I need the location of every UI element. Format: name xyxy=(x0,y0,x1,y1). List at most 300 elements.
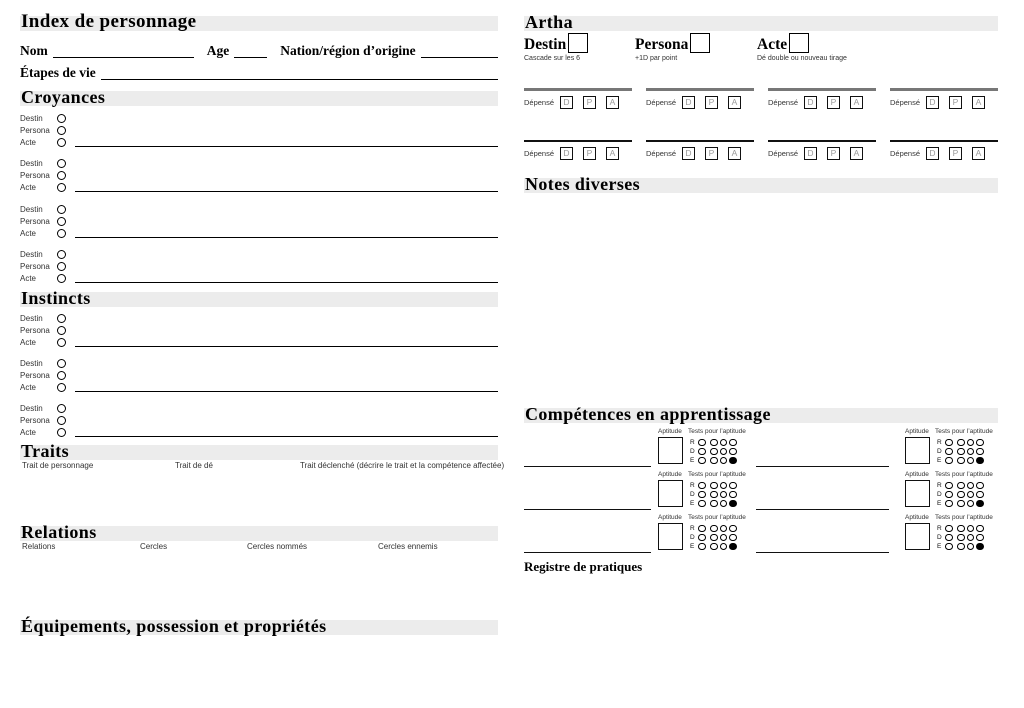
test-row-e xyxy=(937,542,984,551)
croyance-persona-label: Persona xyxy=(20,216,50,226)
croyance-persona-checkbox[interactable] xyxy=(57,126,66,135)
test-row-d xyxy=(937,533,984,542)
test-letter: R xyxy=(937,525,942,532)
test-letter: D xyxy=(690,534,695,541)
croyance-text-line[interactable] xyxy=(75,137,498,147)
learning-skill-name-line[interactable] xyxy=(756,552,889,553)
equipements-title: Équipements, possession et propriétés xyxy=(21,616,327,636)
age-input-line[interactable] xyxy=(234,45,267,58)
test-circle[interactable] xyxy=(720,534,728,542)
test-circle[interactable] xyxy=(710,457,718,465)
instinct-text-line[interactable] xyxy=(75,427,498,437)
learning-skill-name-line[interactable] xyxy=(756,509,889,510)
croyance-text-line[interactable] xyxy=(75,273,498,283)
croyance-destin-checkbox[interactable] xyxy=(57,159,66,168)
croyance-destin-label: Destin xyxy=(20,113,43,123)
test-circle[interactable] xyxy=(967,525,975,533)
instinct-destin-checkbox[interactable] xyxy=(57,314,66,323)
test-row-e xyxy=(937,499,984,508)
test-circle[interactable] xyxy=(710,448,718,456)
aptitude-label: Aptitude xyxy=(905,428,929,435)
instinct-row xyxy=(20,312,498,324)
test-circle[interactable] xyxy=(698,448,706,456)
croyance-acte-label: Acte xyxy=(20,273,37,283)
croyances-band xyxy=(20,87,498,107)
test-circle[interactable] xyxy=(698,457,706,465)
artha-destin-count-box[interactable] xyxy=(568,33,588,53)
artha-depense-unit xyxy=(768,140,876,160)
page-title-band xyxy=(20,11,498,32)
test-row-e xyxy=(690,542,737,551)
croyance-persona-label: Persona xyxy=(20,170,50,180)
artha-persona-count-box[interactable] xyxy=(690,33,710,53)
relations-title: Relations xyxy=(21,522,97,542)
croyance-destin-checkbox[interactable] xyxy=(57,205,66,214)
relations-band xyxy=(20,522,498,542)
tests-aptitude-label: Tests pour l’aptitude xyxy=(688,514,746,521)
test-circle[interactable] xyxy=(945,525,953,533)
artha-point-destin xyxy=(524,33,588,62)
tests-grid xyxy=(937,524,984,551)
instinct-text-line[interactable] xyxy=(75,382,498,392)
test-letter: D xyxy=(690,491,695,498)
nom-label: Nom xyxy=(20,43,48,58)
depense-p-checkbox[interactable]: P xyxy=(705,96,718,109)
depense-label: Dépensé xyxy=(524,98,555,107)
tests-aptitude-label: Tests pour l’aptitude xyxy=(688,471,746,478)
instinct-acte-checkbox[interactable] xyxy=(57,338,66,347)
croyance-row xyxy=(20,157,498,169)
notes-title: Notes diverses xyxy=(525,174,641,194)
depense-d-checkbox[interactable]: D xyxy=(560,96,573,109)
tests-grid xyxy=(937,438,984,465)
test-circle[interactable] xyxy=(710,500,718,508)
depense-a-checkbox[interactable]: A xyxy=(606,96,619,109)
instinct-acte-label: Acte xyxy=(20,382,37,392)
croyance-row xyxy=(20,248,498,260)
croyance-acte-label: Acte xyxy=(20,182,37,192)
croyance-destin-checkbox[interactable] xyxy=(57,250,66,259)
test-row-e xyxy=(937,456,984,465)
identity-row xyxy=(20,41,498,58)
aptitude-box[interactable] xyxy=(658,437,683,464)
depense-d-checkbox[interactable]: D xyxy=(926,96,939,109)
test-circle[interactable] xyxy=(729,525,737,533)
aptitude-label: Aptitude xyxy=(905,514,929,521)
test-circle[interactable] xyxy=(698,543,706,551)
depense-divider xyxy=(646,88,754,91)
test-circle[interactable] xyxy=(967,534,975,542)
croyance-acte-label: Acte xyxy=(20,137,37,147)
depense-p-checkbox[interactable]: P xyxy=(827,96,840,109)
depense-d-checkbox[interactable]: D xyxy=(682,147,695,160)
croyance-block xyxy=(20,203,498,240)
depense-label: Dépensé xyxy=(768,149,799,158)
aptitude-box[interactable] xyxy=(658,480,683,507)
learning-skill-slot xyxy=(524,514,754,554)
tests-grid xyxy=(690,438,737,465)
test-circle[interactable] xyxy=(698,491,706,499)
depense-p-checkbox[interactable]: P xyxy=(827,147,840,160)
depense-d-checkbox[interactable]: D xyxy=(682,96,695,109)
test-circle[interactable] xyxy=(976,482,984,490)
test-row-e xyxy=(690,499,737,508)
instinct-row xyxy=(20,381,498,393)
test-circle[interactable] xyxy=(720,457,728,465)
learning-skill-slot xyxy=(756,514,993,554)
test-circle[interactable] xyxy=(957,482,965,490)
depense-d-checkbox[interactable]: D xyxy=(804,96,817,109)
instinct-block xyxy=(20,357,498,394)
instinct-acte-label: Acte xyxy=(20,427,37,437)
test-circle[interactable] xyxy=(698,525,706,533)
traits-column-label: Trait déclenché (décrire le trait et la compétence affectée) xyxy=(300,461,505,470)
nation-label: Nation/région d’origine xyxy=(280,43,416,58)
instinct-text-line[interactable] xyxy=(75,337,498,347)
test-circle[interactable] xyxy=(957,457,965,465)
test-circle[interactable] xyxy=(720,525,728,533)
apprentissage-title: Compétences en apprentissage xyxy=(525,404,771,424)
croyance-destin-label: Destin xyxy=(20,204,43,214)
croyance-row xyxy=(20,124,498,136)
test-row-d xyxy=(690,533,737,542)
test-row-r xyxy=(690,524,737,533)
depense-p-checkbox[interactable]: P xyxy=(949,96,962,109)
test-circle[interactable] xyxy=(720,543,728,551)
test-circle-filled[interactable] xyxy=(729,500,737,508)
croyance-row xyxy=(20,203,498,215)
croyance-row xyxy=(20,215,498,227)
croyance-acte-checkbox[interactable] xyxy=(57,229,66,238)
croyance-acte-label: Acte xyxy=(20,228,37,238)
test-row-d xyxy=(937,447,984,456)
test-circle[interactable] xyxy=(698,482,706,490)
croyance-acte-checkbox[interactable] xyxy=(57,183,66,192)
croyance-row xyxy=(20,227,498,239)
nom-input-line[interactable] xyxy=(53,45,194,58)
learning-skill-name-line[interactable] xyxy=(756,466,889,467)
test-row-d xyxy=(937,490,984,499)
instinct-block xyxy=(20,312,498,349)
test-circle[interactable] xyxy=(945,457,953,465)
test-letter: R xyxy=(937,439,942,446)
instinct-row xyxy=(20,369,498,381)
instinct-row xyxy=(20,414,498,426)
tests-grid xyxy=(690,481,737,508)
test-circle[interactable] xyxy=(720,482,728,490)
test-letter: E xyxy=(690,500,695,507)
instinct-row xyxy=(20,426,498,438)
aptitude-label: Aptitude xyxy=(905,471,929,478)
test-circle[interactable] xyxy=(710,525,718,533)
depense-d-checkbox[interactable]: D xyxy=(804,147,817,160)
learning-skill-name-line[interactable] xyxy=(524,552,651,553)
etapes-input-line[interactable] xyxy=(101,67,498,80)
instinct-acte-label: Acte xyxy=(20,337,37,347)
depense-label: Dépensé xyxy=(890,98,921,107)
learning-skill-slot xyxy=(524,428,754,468)
croyance-acte-checkbox[interactable] xyxy=(57,138,66,147)
artha-destin-label: Destin xyxy=(524,36,567,53)
test-circle[interactable] xyxy=(976,439,984,447)
test-letter: R xyxy=(690,525,695,532)
test-circle[interactable] xyxy=(710,534,718,542)
right-column xyxy=(524,0,998,708)
test-letter: R xyxy=(690,482,695,489)
test-circle[interactable] xyxy=(967,457,975,465)
test-circle[interactable] xyxy=(976,534,984,542)
relations-column-label: Cercles xyxy=(140,542,168,551)
test-letter: E xyxy=(937,543,942,550)
test-circle[interactable] xyxy=(710,491,718,499)
aptitude-box[interactable] xyxy=(658,523,683,550)
aptitude-box[interactable] xyxy=(905,480,930,507)
test-letter: R xyxy=(937,482,942,489)
artha-persona-label: Persona xyxy=(635,36,689,53)
artha-acte-label: Acte xyxy=(757,36,788,53)
test-circle[interactable] xyxy=(945,491,953,499)
test-row-e xyxy=(690,456,737,465)
croyance-row xyxy=(20,112,498,124)
test-circle[interactable] xyxy=(729,534,737,542)
test-circle[interactable] xyxy=(945,534,953,542)
croyance-persona-checkbox[interactable] xyxy=(57,171,66,180)
instinct-persona-checkbox[interactable] xyxy=(57,326,66,335)
test-circle[interactable] xyxy=(720,448,728,456)
instinct-destin-checkbox[interactable] xyxy=(57,404,66,413)
croyance-row xyxy=(20,136,498,148)
croyance-block xyxy=(20,157,498,194)
test-circle-filled[interactable] xyxy=(729,543,737,551)
depense-a-checkbox[interactable]: A xyxy=(850,147,863,160)
artha-persona-note: +1D par point xyxy=(635,55,678,62)
test-row-r xyxy=(690,481,737,490)
learning-skill-name-line[interactable] xyxy=(524,509,651,510)
etapes-label: Étapes de vie xyxy=(20,65,96,80)
test-circle[interactable] xyxy=(957,534,965,542)
test-letter: D xyxy=(690,448,695,455)
test-circle[interactable] xyxy=(967,543,975,551)
test-circle[interactable] xyxy=(945,448,953,456)
learning-skill-name-line[interactable] xyxy=(524,466,651,467)
test-circle[interactable] xyxy=(976,491,984,499)
depense-a-checkbox[interactable]: A xyxy=(972,147,985,160)
instinct-row xyxy=(20,336,498,348)
croyance-destin-label: Destin xyxy=(20,249,43,259)
test-circle[interactable] xyxy=(729,491,737,499)
artha-depense-unit xyxy=(890,140,998,160)
test-circle-filled[interactable] xyxy=(976,457,984,465)
croyance-text-line[interactable] xyxy=(75,182,498,192)
test-circle[interactable] xyxy=(957,491,965,499)
aptitude-label: Aptitude xyxy=(658,514,682,521)
artha-acte-note: Dé double ou nouveau tirage xyxy=(757,55,847,62)
test-letter: D xyxy=(937,534,942,541)
left-column xyxy=(20,0,505,708)
test-circle[interactable] xyxy=(698,439,706,447)
test-row-d xyxy=(690,490,737,499)
instinct-destin-label: Destin xyxy=(20,403,43,413)
test-circle[interactable] xyxy=(698,500,706,508)
test-letter: R xyxy=(690,439,695,446)
test-circle[interactable] xyxy=(957,525,965,533)
depense-a-checkbox[interactable]: A xyxy=(606,147,619,160)
croyance-row xyxy=(20,181,498,193)
lifepaths-row xyxy=(20,63,498,80)
depense-p-checkbox[interactable]: P xyxy=(583,147,596,160)
test-circle[interactable] xyxy=(967,482,975,490)
depense-divider xyxy=(768,140,876,142)
instinct-row xyxy=(20,357,498,369)
depense-p-checkbox[interactable]: P xyxy=(583,96,596,109)
test-letter: E xyxy=(937,457,942,464)
depense-divider xyxy=(524,88,632,91)
test-circle[interactable] xyxy=(957,439,965,447)
croyance-acte-checkbox[interactable] xyxy=(57,274,66,283)
test-letter: D xyxy=(937,491,942,498)
instinct-persona-checkbox[interactable] xyxy=(57,416,66,425)
test-letter: E xyxy=(690,543,695,550)
instinct-block xyxy=(20,402,498,439)
test-circle[interactable] xyxy=(945,482,953,490)
test-circle[interactable] xyxy=(967,448,975,456)
instinct-acte-checkbox[interactable] xyxy=(57,383,66,392)
depense-a-checkbox[interactable]: A xyxy=(728,147,741,160)
test-circle[interactable] xyxy=(945,543,953,551)
registre-label: Registre de pratiques xyxy=(524,559,643,574)
depense-divider xyxy=(890,140,998,142)
artha-point-acte xyxy=(757,33,847,62)
test-row-r xyxy=(937,438,984,447)
notes-band xyxy=(524,174,998,194)
depense-d-checkbox[interactable]: D xyxy=(926,147,939,160)
artha-depense-unit xyxy=(646,88,754,109)
test-circle[interactable] xyxy=(729,448,737,456)
test-circle[interactable] xyxy=(976,448,984,456)
test-circle[interactable] xyxy=(976,525,984,533)
depense-label: Dépensé xyxy=(768,98,799,107)
artha-depense-unit xyxy=(524,88,632,109)
tests-aptitude-label: Tests pour l’aptitude xyxy=(935,428,993,435)
learning-skill-slot xyxy=(524,471,754,511)
depense-a-checkbox[interactable]: A xyxy=(728,96,741,109)
test-circle-filled[interactable] xyxy=(976,500,984,508)
relations-column-label: Relations xyxy=(22,542,56,551)
depense-divider xyxy=(524,140,632,142)
artha-acte-count-box[interactable] xyxy=(789,33,809,53)
test-circle[interactable] xyxy=(729,439,737,447)
instinct-persona-label: Persona xyxy=(20,325,50,335)
test-circle[interactable] xyxy=(698,534,706,542)
croyance-block xyxy=(20,248,498,285)
croyance-row xyxy=(20,260,498,272)
test-circle[interactable] xyxy=(720,439,728,447)
depense-label: Dépensé xyxy=(646,149,677,158)
test-circle[interactable] xyxy=(967,491,975,499)
traits-title: Traits xyxy=(21,441,70,461)
depense-divider xyxy=(890,88,998,91)
instincts-title: Instincts xyxy=(21,288,91,308)
relations-column-label: Cercles ennemis xyxy=(378,542,438,551)
page-title: Index de personnage xyxy=(21,11,197,32)
instinct-destin-label: Destin xyxy=(20,358,43,368)
croyance-destin-label: Destin xyxy=(20,158,43,168)
croyance-row xyxy=(20,169,498,181)
test-circle[interactable] xyxy=(967,500,975,508)
instinct-row xyxy=(20,402,498,414)
test-circle-filled[interactable] xyxy=(729,457,737,465)
tests-grid xyxy=(937,481,984,508)
test-circle[interactable] xyxy=(957,500,965,508)
test-circle[interactable] xyxy=(729,482,737,490)
test-circle[interactable] xyxy=(720,491,728,499)
nation-input-line[interactable] xyxy=(421,45,498,58)
test-circle[interactable] xyxy=(710,543,718,551)
test-circle[interactable] xyxy=(967,439,975,447)
artha-destin-note: Cascade sur les 6 xyxy=(524,55,581,62)
aptitude-label: Aptitude xyxy=(658,471,682,478)
test-circle[interactable] xyxy=(710,482,718,490)
test-letter: D xyxy=(937,448,942,455)
apprentissage-band xyxy=(524,404,998,424)
age-label: Age xyxy=(206,43,230,58)
test-circle-filled[interactable] xyxy=(976,543,984,551)
instinct-destin-checkbox[interactable] xyxy=(57,359,66,368)
artha-depense-unit xyxy=(524,140,632,160)
test-circle[interactable] xyxy=(945,439,953,447)
croyance-persona-checkbox[interactable] xyxy=(57,217,66,226)
croyance-persona-label: Persona xyxy=(20,125,50,135)
croyance-destin-checkbox[interactable] xyxy=(57,114,66,123)
instinct-destin-label: Destin xyxy=(20,313,43,323)
depense-p-checkbox[interactable]: P xyxy=(949,147,962,160)
test-row-r xyxy=(690,438,737,447)
test-circle[interactable] xyxy=(720,500,728,508)
depense-label: Dépensé xyxy=(646,98,677,107)
equipements-band xyxy=(20,616,498,636)
artha-depense-unit xyxy=(890,88,998,109)
croyance-persona-label: Persona xyxy=(20,261,50,271)
depense-label: Dépensé xyxy=(890,149,921,158)
instinct-persona-checkbox[interactable] xyxy=(57,371,66,380)
croyance-text-line[interactable] xyxy=(75,228,498,238)
aptitude-box[interactable] xyxy=(905,523,930,550)
depense-divider xyxy=(768,88,876,91)
depense-d-checkbox[interactable]: D xyxy=(560,147,573,160)
test-circle[interactable] xyxy=(957,448,965,456)
instinct-row xyxy=(20,324,498,336)
artha-band xyxy=(524,12,998,32)
depense-a-checkbox[interactable]: A xyxy=(972,96,985,109)
depense-divider xyxy=(646,140,754,142)
test-circle[interactable] xyxy=(710,439,718,447)
artha-depense-unit xyxy=(646,140,754,160)
tests-aptitude-label: Tests pour l’aptitude xyxy=(935,514,993,521)
aptitude-box[interactable] xyxy=(905,437,930,464)
test-circle[interactable] xyxy=(957,543,965,551)
instinct-acte-checkbox[interactable] xyxy=(57,428,66,437)
artha-title: Artha xyxy=(525,12,573,32)
traits-band xyxy=(20,441,498,461)
depense-a-checkbox[interactable]: A xyxy=(850,96,863,109)
relations-column-label: Cercles nommés xyxy=(247,542,308,551)
tests-aptitude-label: Tests pour l’aptitude xyxy=(688,428,746,435)
depense-p-checkbox[interactable]: P xyxy=(705,147,718,160)
croyance-persona-checkbox[interactable] xyxy=(57,262,66,271)
croyance-block xyxy=(20,112,498,149)
croyances-title: Croyances xyxy=(21,87,106,107)
test-circle[interactable] xyxy=(945,500,953,508)
